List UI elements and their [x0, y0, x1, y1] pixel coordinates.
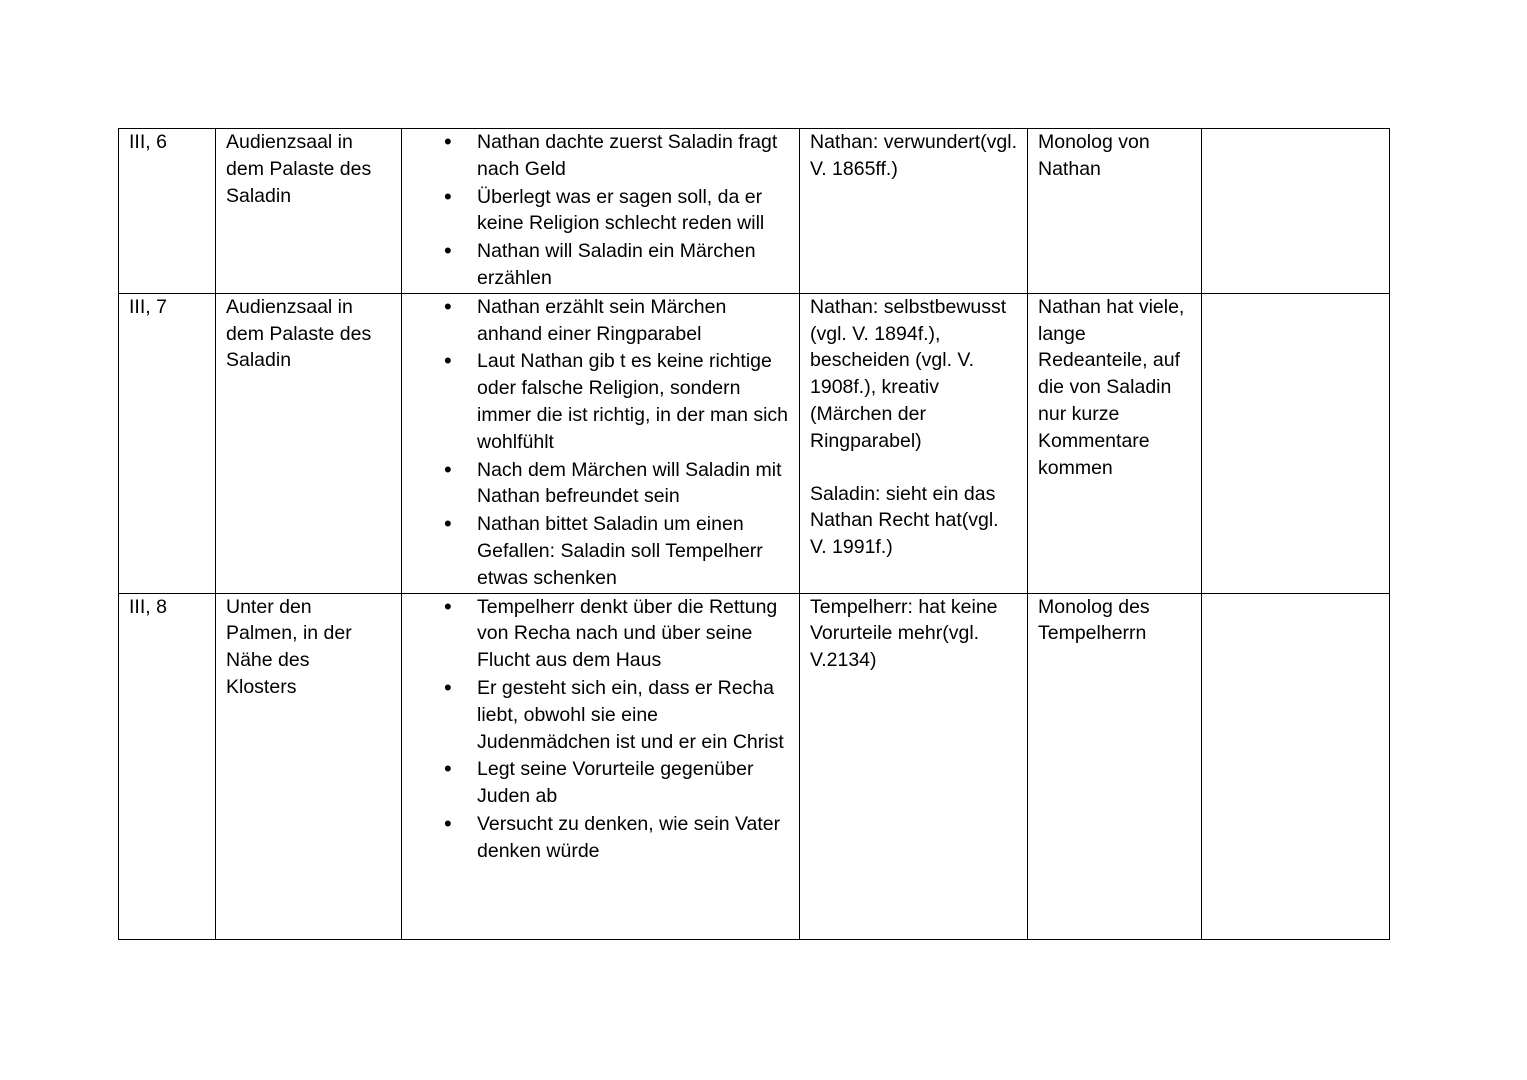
characterization-cell	[800, 129, 1028, 294]
characterization-text: Nathan: selbstbewusst (vgl. V. 1894f.), bescheiden (vgl. V. 1908f.), kreativ (Märchen der Ringparabel)	[810, 295, 1007, 452]
events-cell	[402, 293, 800, 593]
event-list	[402, 294, 793, 592]
list-item: • Überlegt was er sagen soll, da er keine Religion schlecht reden will	[402, 184, 793, 238]
empty-cell	[1202, 593, 1390, 939]
list-item: • Legt seine Vorurteile gegenüber Juden ab	[402, 756, 793, 810]
table-row	[119, 129, 1390, 294]
location-cell: Unter den Palmen, in der Nähe des Klosters	[216, 593, 402, 939]
empty-cell	[1202, 293, 1390, 593]
notes-cell: Nathan hat viele, lange Redeanteile, auf die von Saladin nur kurze Kommentare kommen	[1028, 293, 1202, 593]
location-cell: Audienzsaal in dem Palaste des Saladin	[216, 293, 402, 593]
list-item: • Nathan dachte zuerst Saladin fragt nach Geld	[402, 129, 793, 183]
list-item: • Nathan bittet Saladin um einen Gefallen: Saladin soll Tempelherr etwas schenken	[402, 511, 793, 591]
list-item: • Er gesteht sich ein, dass er Recha liebt, obwohl sie eine Judenmädchen ist und er ein Christ	[402, 675, 793, 755]
scene-analysis-table	[118, 128, 1390, 940]
scene-number-cell: III, 6	[119, 129, 216, 294]
list-item: • Tempelherr denkt über die Rettung von Recha nach und über seine Flucht aus dem Haus	[402, 594, 793, 674]
location-cell: Audienzsaal in dem Palaste des Saladin	[216, 129, 402, 294]
scene-number-cell: III, 8	[119, 593, 216, 939]
events-cell	[402, 593, 800, 939]
list-item: • Versucht zu denken, wie sein Vater denken würde	[402, 811, 793, 865]
list-item: • Nach dem Märchen will Saladin mit Nathan befreundet sein	[402, 457, 793, 511]
list-item: • Nathan will Saladin ein Märchen erzählen	[402, 238, 793, 292]
notes-cell: Monolog von Nathan	[1028, 129, 1202, 294]
list-item: • Laut Nathan gib t es keine richtige oder falsche Religion, sondern immer die ist richtig, in der man sich wohlfühlt	[402, 348, 793, 455]
characterization-cell	[800, 593, 1028, 939]
event-list	[402, 594, 793, 865]
event-list	[402, 129, 793, 292]
list-item: • Nathan erzählt sein Märchen anhand einer Ringparabel	[402, 294, 793, 348]
characterization-text: Tempelherr: hat keine Vorurteile mehr(vgl. V.2134)	[810, 595, 998, 672]
notes-cell: Monolog des Tempelherrn	[1028, 593, 1202, 939]
table-row	[119, 293, 1390, 593]
characterization-text: Nathan: verwundert(vgl. V. 1865ff.)	[810, 131, 1018, 180]
characterization-text: Saladin: sieht ein das Nathan Recht hat(vgl. V. 1991f.)	[810, 482, 999, 559]
events-cell	[402, 129, 800, 294]
characterization-cell	[800, 293, 1028, 593]
table-row	[119, 593, 1390, 939]
scene-number-cell: III, 7	[119, 293, 216, 593]
empty-cell	[1202, 129, 1390, 294]
